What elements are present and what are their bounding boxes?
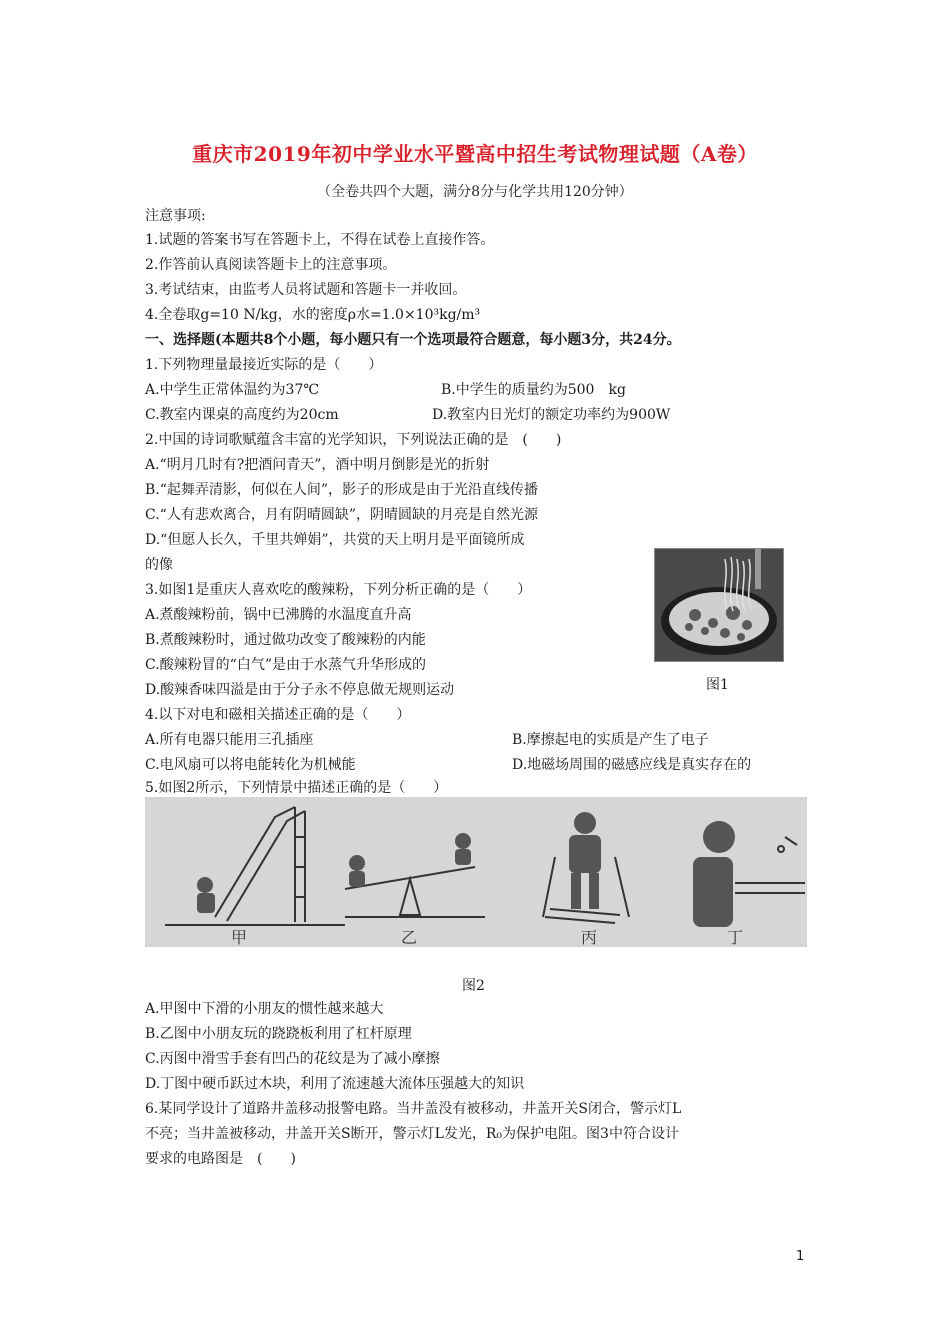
q6-stem-line: 不亮；当井盖被移动，井盖开关S断开，警示灯L发光，R₀为保护电阻。图3中符合设计 <box>145 1126 679 1142</box>
q6-stem-line: 6.某同学设计了道路井盖移动报警电路。当井盖没有被移动，井盖开关S闭合，警示灯L <box>145 1101 682 1117</box>
q1-option-c: C.教室内课桌的高度约为20cm <box>145 407 339 423</box>
q6-stem-line: 要求的电路图是 ( ) <box>145 1151 296 1167</box>
note-item: 3.考试结束，由监考人员将试题和答题卡一并收回。 <box>145 282 467 298</box>
note-item: 1.试题的答案书写在答题卡上，不得在试卷上直接作答。 <box>145 232 495 248</box>
page-number: 1 <box>796 1249 805 1264</box>
exam-title: 重庆市2019年初中学业水平暨高中招生考试物理试题（A卷） <box>192 142 758 166</box>
q4-option-c: C.电风扇可以将电能转化为机械能 <box>145 757 356 773</box>
figure-2-panel-label: 丙 <box>581 928 598 947</box>
notes-heading: 注意事项: <box>145 208 206 224</box>
q3-option-d: D.酸辣香味四溢是由于分子永不停息做无规则运动 <box>145 682 455 698</box>
q2-option-c: C.“人有悲欢离合，月有阴晴圆缺”，阴晴圆缺的月亮是自然光源 <box>145 507 538 523</box>
exam-subtitle: （全卷共四个大题，满分8分与化学共用120分钟） <box>317 184 633 200</box>
q3-option-a: A.煮酸辣粉前，锅中已沸腾的水温度直升高 <box>145 607 412 623</box>
figure-2-caption: 图2 <box>462 978 485 994</box>
q5-option-d: D.丁图中硬币跃过木块，利用了流速越大流体压强越大的知识 <box>145 1076 525 1092</box>
q3-option-b: B.煮酸辣粉时，通过做功改变了酸辣粉的内能 <box>145 632 426 648</box>
figure-2-panel-label: 甲 <box>231 928 248 947</box>
figure-2-panel-label: 丁 <box>727 928 744 947</box>
note-item: 2.作答前认真阅读答题卡上的注意事项。 <box>145 257 397 273</box>
q5-stem: 5.如图2所示，下列情景中描述正确的是（ ） <box>145 780 448 796</box>
q3-option-c: C.酸辣粉冒的“白气”是由于水蒸气升华形成的 <box>145 657 426 673</box>
figure-1-caption: 图1 <box>706 677 729 693</box>
section-heading: 一、选择题(本题共8个小题，每小题只有一个选项最符合题意，每小题3分，共24分。 <box>145 332 681 348</box>
q5-option-a: A.甲图中下滑的小朋友的惯性越来越大 <box>145 1001 384 1017</box>
q3-stem: 3.如图1是重庆人喜欢吃的酸辣粉，下列分析正确的是（ ） <box>145 582 532 598</box>
q2-option-a: A.“明月几时有?把酒问青天”，酒中明月倒影是光的折射 <box>145 457 490 473</box>
q4-option-d: D.地磁场周围的磁感应线是真实存在的 <box>512 757 752 773</box>
q1-stem: 1.下列物理量最接近实际的是（ ） <box>145 357 383 373</box>
q2-option-b: B.“起舞弄清影，何似在人间”，影子的形成是由于光沿直线传播 <box>145 482 539 498</box>
q4-option-a: A.所有电器只能用三孔插座 <box>145 732 314 748</box>
figure-2-scenes <box>145 797 807 947</box>
figure-2-panel-label: 乙 <box>401 928 418 947</box>
figure-1-noodle-photo <box>654 548 784 662</box>
q1-option-d: D.教室内日光灯的额定功率约为900W <box>432 407 671 423</box>
q4-stem: 4.以下对电和磁相关描述正确的是（ ） <box>145 707 411 723</box>
q2-option-d-cont: 的像 <box>145 557 173 573</box>
q2-stem: 2.中国的诗词歌赋蕴含丰富的光学知识，下列说法正确的是 ( ) <box>145 432 562 448</box>
q2-option-d: D.“但愿人长久，千里共婵娟”，共赏的天上明月是平面镜所成 <box>145 532 525 548</box>
q1-option-b: B.中学生的质量约为500 kg <box>441 382 626 398</box>
q1-option-a: A.中学生正常体温约为37℃ <box>145 382 320 398</box>
q4-option-b: B.摩擦起电的实质是产生了电子 <box>512 732 709 748</box>
q5-option-c: C.丙图中滑雪手套有凹凸的花纹是为了减小摩擦 <box>145 1051 440 1067</box>
q5-option-b: B.乙图中小朋友玩的跷跷板利用了杠杆原理 <box>145 1026 412 1042</box>
note-item: 4.全卷取g=10 N/kg，水的密度ρ水=1.0×10³kg/m³ <box>145 307 481 323</box>
